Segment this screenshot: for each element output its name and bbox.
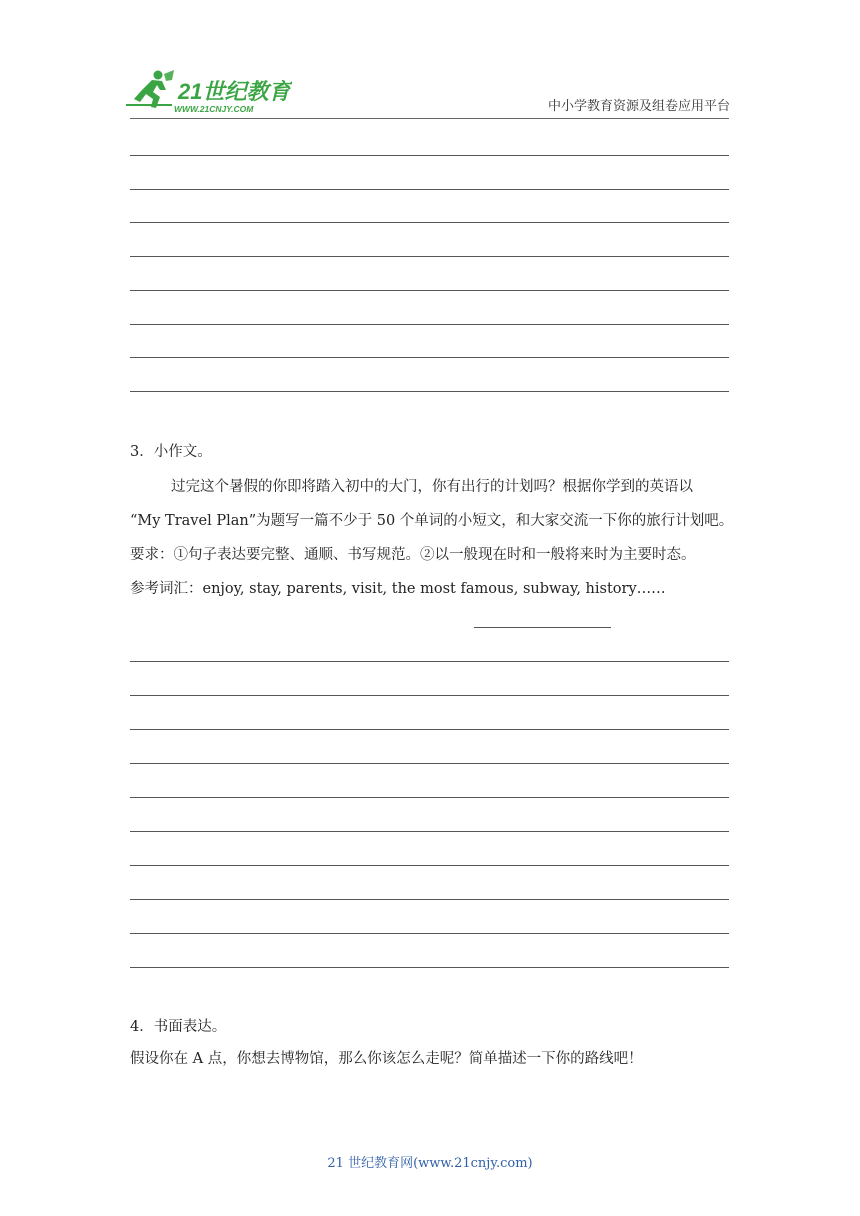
- answer-line: [130, 763, 729, 764]
- logo-url-text: WWW.21CNJY.COM: [174, 104, 254, 114]
- platform-name: 中小学教育资源及组卷应用平台: [547, 99, 730, 114]
- logo-text: 21世纪教育: [178, 79, 291, 104]
- runner-logo-icon: [134, 70, 174, 108]
- question-3-title: 3．小作文。: [130, 444, 212, 460]
- question-4-title: 4．书面表达。: [130, 1019, 227, 1035]
- answer-line: [130, 729, 729, 730]
- question-3-requirements: 要求：①句子表达要完整、通顺、书写规范。②以一般现在时和一般将来时为主要时态。: [130, 547, 696, 563]
- answer-line: [130, 865, 729, 866]
- answer-line: [130, 933, 729, 934]
- page-footer: 21 世纪教育网(www.21cnjy.com): [327, 1156, 533, 1171]
- question-3-paragraph-2: “My Travel Plan”为题写一篇不少于 50 个单词的小短文，和大家交流一下你的旅行计划吧。: [130, 513, 734, 529]
- answer-line: [130, 357, 729, 358]
- answer-line: [130, 155, 729, 156]
- answer-line: [130, 324, 729, 325]
- question-3-vocabulary: 参考词汇：enjoy, stay, parents, visit, the most famous, subway, history……: [130, 581, 666, 597]
- question-4-prompt: 假设你在 A 点，你想去博物馆，那么你该怎么走呢？简单描述一下你的路线吧！: [130, 1051, 643, 1067]
- answer-line: [130, 256, 729, 257]
- answer-line: [130, 290, 729, 291]
- answer-line: [130, 831, 729, 832]
- header-divider: [130, 118, 729, 119]
- answer-line: [130, 189, 729, 190]
- site-logo: [122, 66, 292, 116]
- answer-line: [130, 797, 729, 798]
- answer-line: [130, 661, 729, 662]
- question-3-paragraph-1: 过完这个暑假的你即将踏入初中的大门，你有出行的计划吗？根据你学到的英语以: [171, 479, 693, 495]
- answer-line: [130, 967, 729, 968]
- answer-line: [130, 391, 729, 392]
- answer-line: [130, 899, 729, 900]
- answer-line: [130, 222, 729, 223]
- essay-title-line: [474, 627, 611, 628]
- answer-line: [130, 695, 729, 696]
